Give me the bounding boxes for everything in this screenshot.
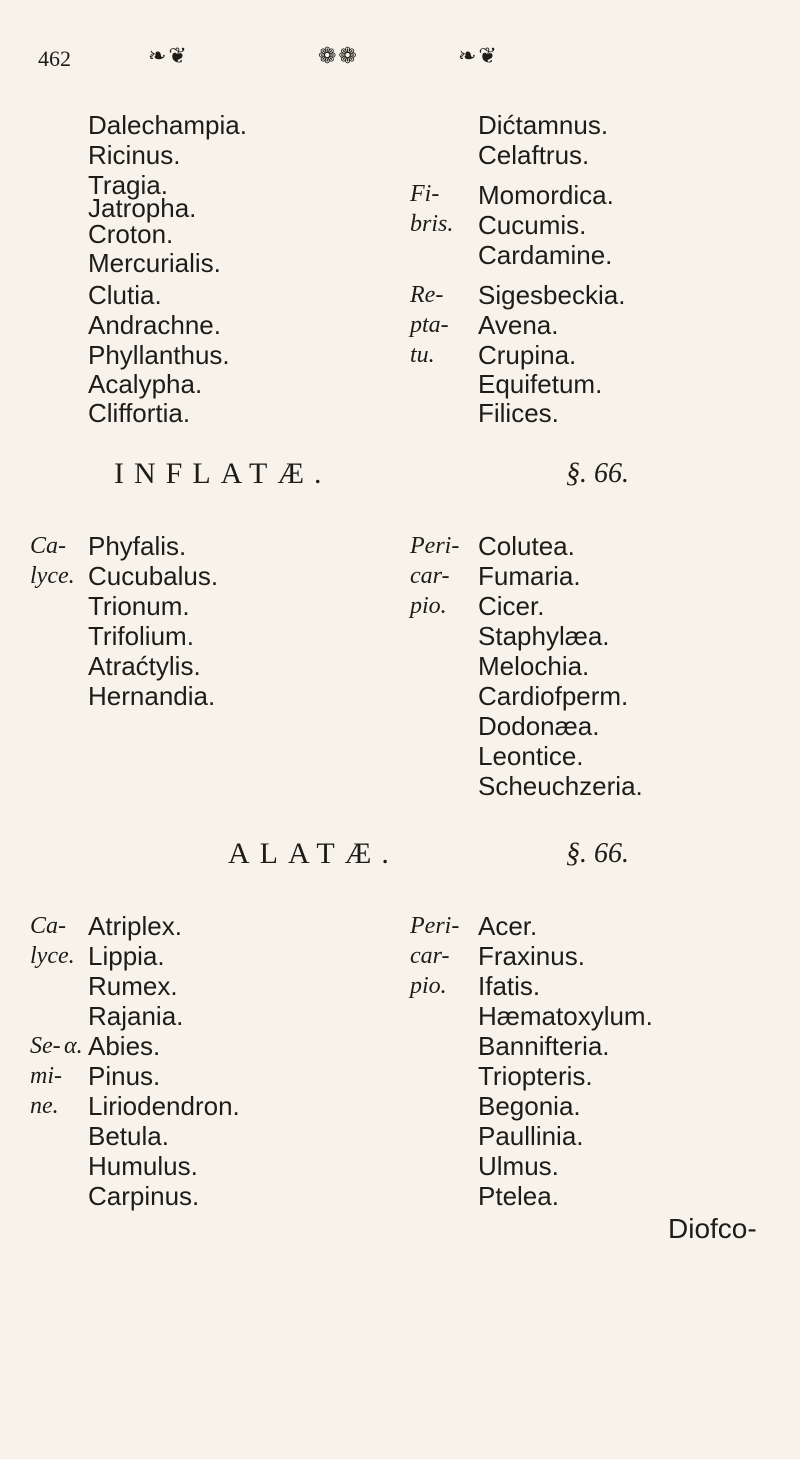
list-item: Avena.: [478, 310, 559, 340]
catchword: Diofco-: [668, 1213, 757, 1244]
list-item: Filices.: [478, 398, 559, 428]
alpha-mark: α.: [64, 1033, 83, 1059]
list-item: Hæmatoxylum.: [478, 1001, 653, 1031]
side-label: ne.: [30, 1093, 59, 1119]
list-item: Scheuchzeria.: [478, 771, 643, 801]
side-label: lyce.: [30, 563, 75, 589]
side-label: Se-: [30, 1033, 61, 1059]
list-item: Rajania.: [88, 1001, 184, 1031]
list-item: Acer.: [478, 911, 538, 941]
list-item: Phyllanthus.: [88, 340, 230, 370]
list-item: Hernandia.: [88, 681, 216, 711]
section-heading: INFLATÆ.: [114, 457, 332, 490]
side-label: Re-: [410, 282, 444, 308]
list-item: Cicer.: [478, 591, 545, 621]
list-item: Ifatis.: [478, 971, 541, 1001]
list-item: Acalypha.: [88, 369, 203, 399]
list-item: Cucubalus.: [88, 561, 219, 591]
side-label: tu.: [410, 342, 435, 368]
page-number: 462: [38, 46, 71, 71]
side-label: Peri-: [410, 533, 460, 559]
list-item: Ptelea.: [478, 1181, 559, 1211]
list-item: Trionum.: [88, 591, 190, 621]
side-label: Peri-: [410, 913, 460, 939]
list-item: Fumaria.: [478, 561, 581, 591]
list-item: Tragia.: [88, 170, 168, 200]
side-label: mi-: [30, 1063, 62, 1089]
ornament-right: ❧❦: [458, 44, 499, 69]
section-heading: ALATÆ.: [228, 837, 399, 870]
list-item: Cardamine.: [478, 240, 613, 270]
list-item: Melochia.: [478, 651, 590, 681]
list-item: Trifolium.: [88, 621, 194, 651]
list-item: Jatropha.: [88, 193, 197, 223]
side-label: Ca-: [30, 913, 66, 939]
list-item: Rumex.: [88, 971, 178, 1001]
list-item: Dodonæa.: [478, 711, 600, 741]
section-number: §. 66.: [566, 458, 629, 489]
section-number: §. 66.: [566, 838, 629, 869]
list-item: Fraxinus.: [478, 941, 585, 971]
side-label: pio.: [410, 973, 447, 999]
list-item: Mercurialis.: [88, 248, 221, 278]
list-item: Sigesbeckia.: [478, 280, 626, 310]
side-label: Ca-: [30, 533, 66, 559]
list-item: Lippia.: [88, 941, 165, 971]
list-item: Cliffortia.: [88, 398, 191, 428]
list-item: Liriodendron.: [88, 1091, 240, 1121]
side-label: lyce.: [30, 943, 75, 969]
side-label: car-: [410, 943, 450, 969]
list-item: Abies.: [88, 1031, 161, 1061]
list-item: Colutea.: [478, 531, 575, 561]
list-item: Andrachne.: [88, 310, 221, 340]
side-label: bris.: [410, 211, 454, 237]
side-label: Fi-: [410, 181, 440, 207]
list-item: Pinus.: [88, 1061, 161, 1091]
ornament-left: ❧❦: [148, 44, 189, 69]
list-item: Phyfalis.: [88, 531, 187, 561]
list-item: Triopteris.: [478, 1061, 593, 1091]
ornament-center: ❁❁: [318, 44, 359, 69]
list-item: Atraćtylis.: [88, 651, 201, 681]
list-item: Begonia.: [478, 1091, 581, 1121]
list-item: Ricinus.: [88, 140, 181, 170]
list-item: Humulus.: [88, 1151, 198, 1181]
list-item: Cardiofperm.: [478, 681, 629, 711]
list-item: Carpinus.: [88, 1181, 200, 1211]
list-item: Atriplex.: [88, 911, 182, 941]
list-item: Clutia.: [88, 280, 162, 310]
list-item: Bannifteria.: [478, 1031, 610, 1061]
list-item: Cucumis.: [478, 210, 587, 240]
list-item: Momordica.: [478, 180, 614, 210]
list-item: Celaftrus.: [478, 140, 590, 170]
list-item: Dićtamnus.: [478, 110, 609, 140]
list-item: Betula.: [88, 1121, 169, 1151]
list-item: Crupina.: [478, 340, 577, 370]
list-item: Equifetum.: [478, 369, 603, 399]
list-item: Dalechampia.: [88, 110, 247, 140]
side-label: pio.: [410, 593, 447, 619]
list-item: Croton.: [88, 219, 174, 249]
side-label: car-: [410, 563, 450, 589]
list-item: Leontice.: [478, 741, 584, 771]
side-label: pta-: [410, 312, 449, 338]
list-item: Ulmus.: [478, 1151, 559, 1181]
list-item: Staphylæa.: [478, 621, 610, 651]
list-item: Paullinia.: [478, 1121, 584, 1151]
